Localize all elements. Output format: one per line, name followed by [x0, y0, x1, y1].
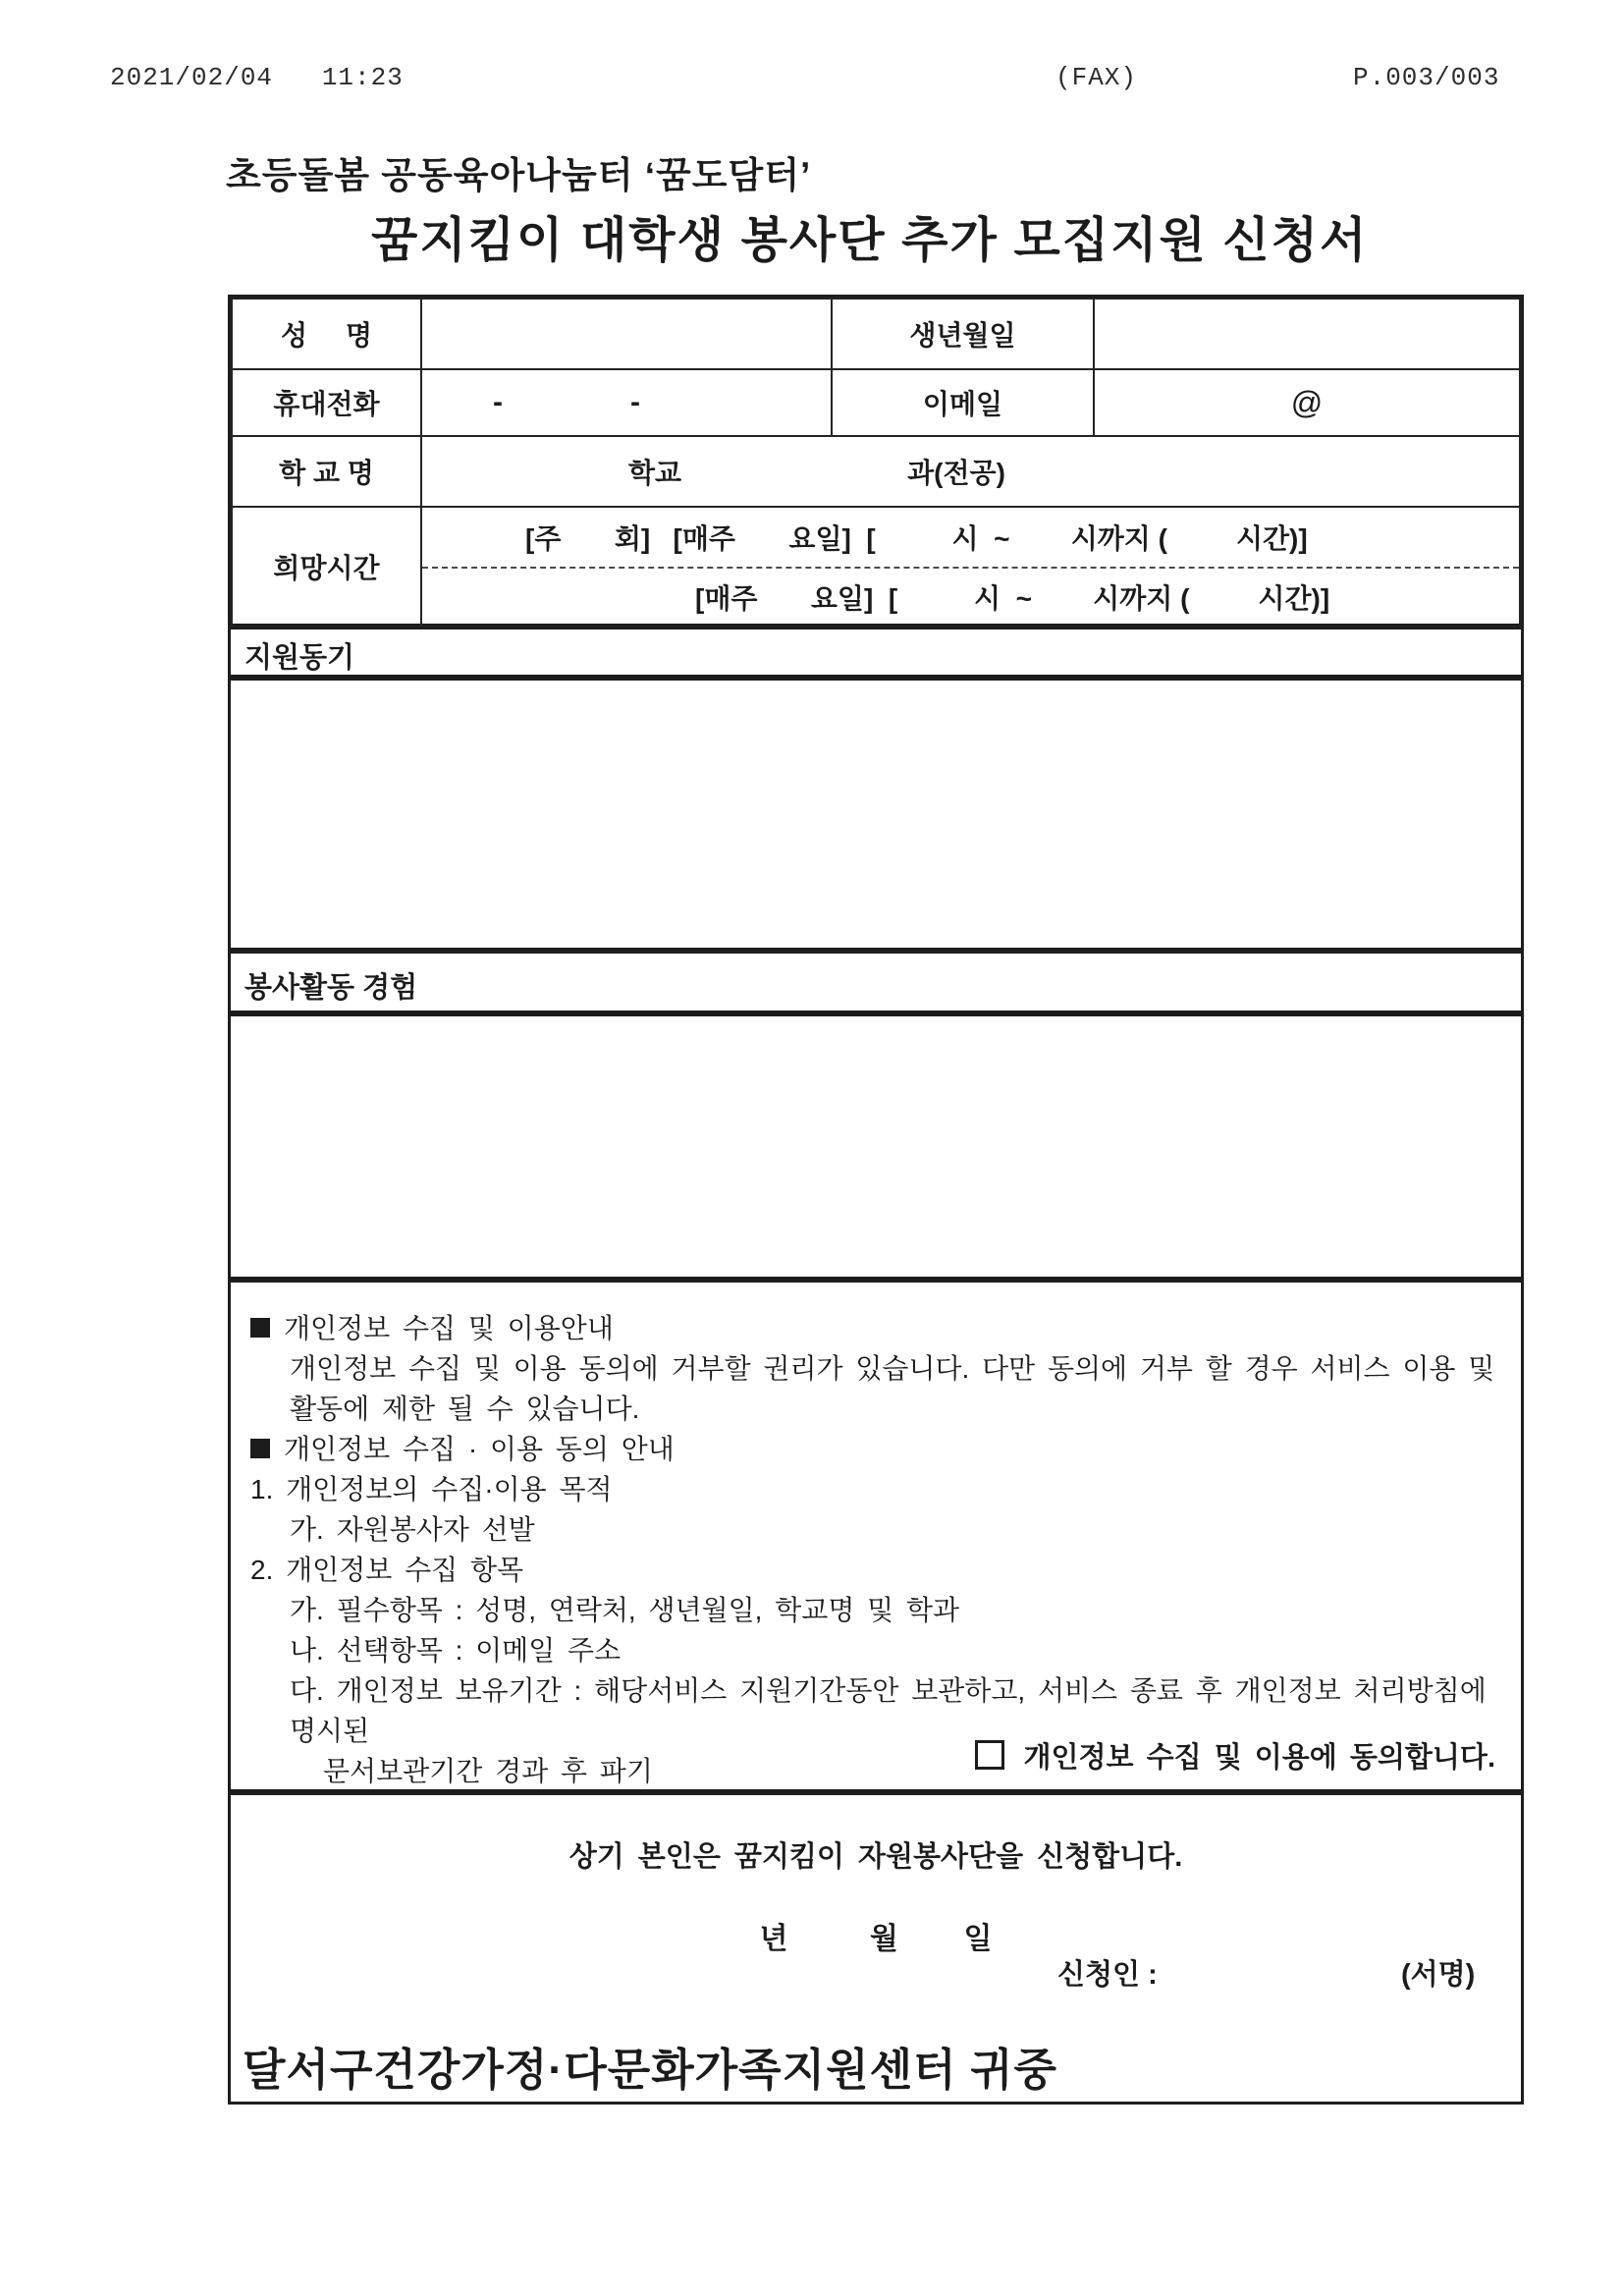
privacy-line: [250, 1389, 1497, 1429]
desired-time-line-1: [422, 508, 1519, 569]
document-subtitle: 초등돌봄 공동육아나눔터 ‘꿈도담터’: [226, 155, 812, 195]
birthdate-field: [1094, 299, 1520, 369]
privacy-line: [250, 1590, 1497, 1630]
phone-dash: -: [493, 386, 503, 418]
desired-time-label: 희망시간: [232, 507, 421, 627]
table-row: [232, 299, 1520, 369]
recipient-org-label: 달서구건강가정·다문화가족지원센터 귀중: [243, 2045, 1057, 2095]
school-field-content: [422, 452, 1519, 491]
motivation-header: [228, 627, 1524, 678]
info-table: [231, 298, 1521, 628]
experience-textarea: [228, 1013, 1524, 1280]
desired-time-line-2: [422, 569, 1519, 626]
desired-time-text-1: [주 회] [매주 요일] [ 시 ~ 시까지 ( 시간)]: [525, 523, 1308, 554]
consent-label: 개인정보 수집 및 이용에 동의합니다.: [1023, 1742, 1495, 1774]
privacy-line: [250, 1308, 1497, 1348]
privacy-line: [250, 1348, 1497, 1389]
document-title: 꿈지킴이 대학생 봉사단 추가 모집지원 신청서: [371, 214, 1369, 267]
privacy-line-text: 가. 자원봉사자 선발: [290, 1514, 535, 1545]
date-line: 년 월 일: [759, 1923, 993, 1955]
table-row: [232, 507, 1520, 627]
desired-time-text-2: [매주 요일] [ 시 ~ 시까지 ( 시간)]: [695, 583, 1330, 614]
phone-field: [421, 369, 832, 436]
bullet-square-icon: [250, 1318, 270, 1338]
privacy-notice-box: [228, 1280, 1524, 1792]
privacy-line-text: 개인정보 수집 및 이용안내: [284, 1313, 614, 1343]
privacy-line: [250, 1550, 1497, 1590]
fax-datetime: 2021/02/04 11:23: [110, 63, 404, 92]
school-label: 학 교 명: [232, 436, 421, 507]
applicant-label: 신청인 :: [1057, 1959, 1158, 1991]
applicant-info-table: [228, 295, 1524, 627]
fax-page-number: P.003/003: [1353, 63, 1500, 92]
consent-checkbox: [975, 1740, 1004, 1770]
privacy-line: [250, 1630, 1497, 1670]
name-field: [421, 299, 832, 369]
email-label: 이메일: [832, 369, 1094, 436]
privacy-line-text: 2. 개인정보 수집 항목: [250, 1555, 524, 1585]
consent-row: [975, 1735, 1496, 1776]
privacy-line-text: 다. 개인정보 보유기간 : 해당서비스 지원기간동안 보관하고, 서비스 종료 후 개인정보 처리방침에 명시된: [290, 1675, 1499, 1746]
phone-dash: -: [630, 386, 640, 418]
privacy-line-text: 1. 개인정보의 수집·이용 목적: [250, 1474, 613, 1504]
experience-header: [228, 951, 1524, 1013]
email-field: @: [1094, 369, 1520, 436]
table-row: [232, 369, 1520, 436]
school-suffix-label: 학교: [628, 458, 682, 488]
experience-label: 봉사활동 경험: [244, 972, 418, 1004]
phone-label: 휴대전화: [232, 369, 421, 436]
bullet-square-icon: [250, 1439, 270, 1458]
desired-time-field: [421, 507, 1520, 627]
school-field: [421, 436, 1520, 507]
signature-hint-label: (서명): [1401, 1959, 1476, 1991]
name-label: 성 명: [232, 299, 421, 369]
privacy-line-text: 개인정보 수집 · 이용 동의 안내: [284, 1434, 675, 1464]
phone-dash-group: [422, 386, 831, 419]
privacy-line-text: 문서보관기간 경과 후 파기: [323, 1756, 653, 1786]
major-suffix-label: 과(전공): [907, 458, 1005, 488]
signature-box: [228, 1792, 1524, 2105]
privacy-line-text: 개인정보 수집 및 이용 동의에 거부할 권리가 있습니다. 다만 동의에 거부 할 경우 서비스 이용 및: [290, 1353, 1495, 1384]
motivation-label: 지원동기: [244, 642, 355, 674]
fax-label: (FAX): [1055, 63, 1138, 92]
privacy-line-text: 가. 필수항목 : 성명, 연락처, 생년월일, 학교명 및 학과: [290, 1595, 960, 1625]
birthdate-label: 생년월일: [832, 299, 1094, 369]
privacy-line-text: 활동에 제한 될 수 있습니다.: [290, 1394, 640, 1424]
privacy-line: [250, 1509, 1497, 1550]
motivation-textarea: [228, 678, 1524, 951]
table-row: [232, 436, 1520, 507]
declaration-text: 상기 본인은 꿈지킴이 자원봉사단을 신청합니다.: [568, 1841, 1183, 1873]
privacy-line-text: 나. 선택항목 : 이메일 주소: [290, 1635, 622, 1666]
privacy-line: [250, 1429, 1497, 1469]
privacy-line: [250, 1469, 1497, 1509]
